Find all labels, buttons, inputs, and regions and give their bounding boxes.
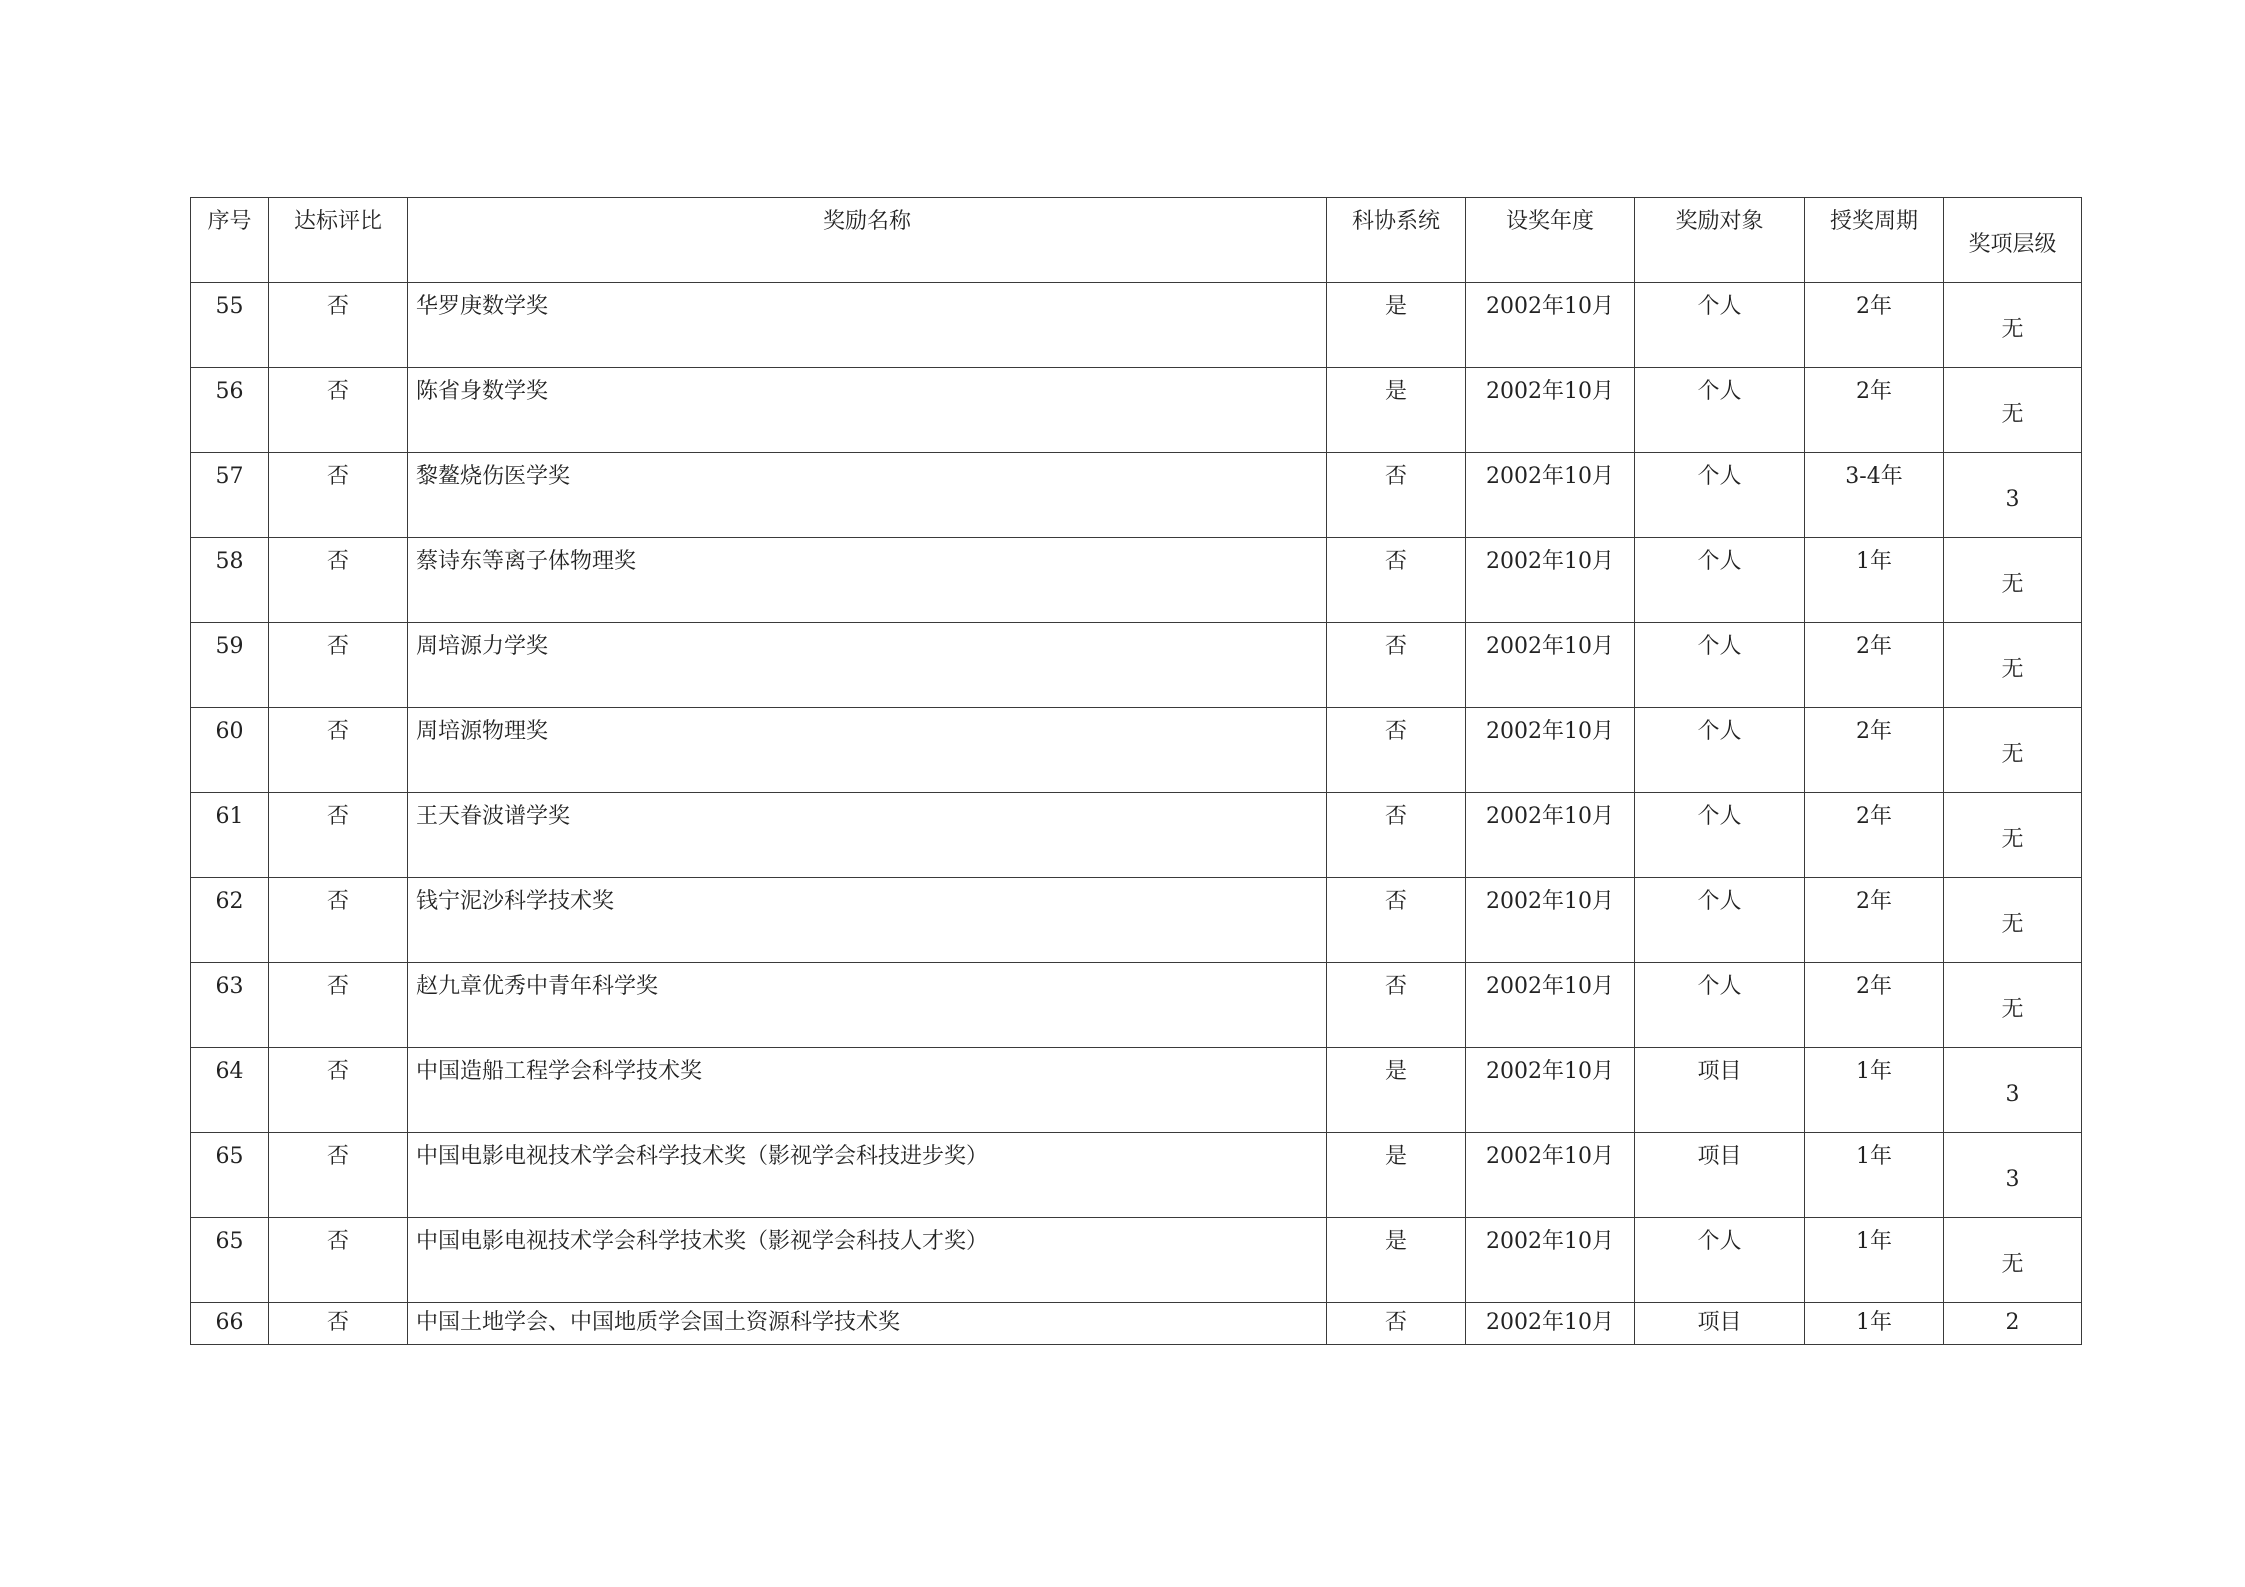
cell-year: 2002年10月 bbox=[1466, 1303, 1635, 1345]
cell-cycle: 2年 bbox=[1805, 708, 1944, 793]
cell-level: 无 bbox=[1944, 283, 2082, 368]
cell-name: 蔡诗东等离子体物理奖 bbox=[408, 538, 1327, 623]
cell-object: 个人 bbox=[1635, 623, 1805, 708]
cell-standard: 否 bbox=[269, 963, 408, 1048]
cell-kexie: 否 bbox=[1327, 793, 1466, 878]
cell-cycle: 2年 bbox=[1805, 963, 1944, 1048]
cell-year: 2002年10月 bbox=[1466, 1218, 1635, 1303]
cell-object: 项目 bbox=[1635, 1303, 1805, 1345]
cell-level: 3 bbox=[1944, 1133, 2082, 1218]
cell-kexie: 是 bbox=[1327, 368, 1466, 453]
cell-level: 2 bbox=[1944, 1303, 2082, 1345]
cell-kexie: 是 bbox=[1327, 1133, 1466, 1218]
cell-cycle: 2年 bbox=[1805, 793, 1944, 878]
cell-standard: 否 bbox=[269, 623, 408, 708]
table-row bbox=[191, 368, 2082, 453]
cell-cycle: 2年 bbox=[1805, 283, 1944, 368]
cell-year: 2002年10月 bbox=[1466, 963, 1635, 1048]
cell-year: 2002年10月 bbox=[1466, 878, 1635, 963]
header-seq: 序号 bbox=[191, 198, 269, 283]
cell-kexie: 否 bbox=[1327, 878, 1466, 963]
header-year: 设奖年度 bbox=[1466, 198, 1635, 283]
cell-name: 钱宁泥沙科学技术奖 bbox=[408, 878, 1327, 963]
cell-kexie: 是 bbox=[1327, 1048, 1466, 1133]
cell-level: 无 bbox=[1944, 708, 2082, 793]
cell-year: 2002年10月 bbox=[1466, 1048, 1635, 1133]
cell-seq: 60 bbox=[191, 708, 269, 793]
cell-object: 个人 bbox=[1635, 878, 1805, 963]
cell-cycle: 1年 bbox=[1805, 538, 1944, 623]
cell-name: 王天眷波谱学奖 bbox=[408, 793, 1327, 878]
cell-year: 2002年10月 bbox=[1466, 793, 1635, 878]
cell-kexie: 否 bbox=[1327, 623, 1466, 708]
cell-level: 3 bbox=[1944, 1048, 2082, 1133]
cell-standard: 否 bbox=[269, 368, 408, 453]
cell-seq: 66 bbox=[191, 1303, 269, 1345]
cell-seq: 57 bbox=[191, 453, 269, 538]
header-name: 奖励名称 bbox=[408, 198, 1327, 283]
cell-year: 2002年10月 bbox=[1466, 623, 1635, 708]
cell-object: 个人 bbox=[1635, 1218, 1805, 1303]
cell-standard: 否 bbox=[269, 283, 408, 368]
table-row bbox=[191, 1133, 2082, 1218]
cell-name: 中国造船工程学会科学技术奖 bbox=[408, 1048, 1327, 1133]
cell-object: 项目 bbox=[1635, 1133, 1805, 1218]
cell-seq: 65 bbox=[191, 1218, 269, 1303]
table-row bbox=[191, 1303, 2082, 1345]
cell-year: 2002年10月 bbox=[1466, 1133, 1635, 1218]
cell-object: 个人 bbox=[1635, 793, 1805, 878]
cell-level: 无 bbox=[1944, 878, 2082, 963]
cell-level: 无 bbox=[1944, 368, 2082, 453]
cell-level: 无 bbox=[1944, 793, 2082, 878]
header-level: 奖项层级 bbox=[1944, 198, 2082, 283]
header-cycle: 授奖周期 bbox=[1805, 198, 1944, 283]
header-standard: 达标评比 bbox=[269, 198, 408, 283]
cell-seq: 55 bbox=[191, 283, 269, 368]
cell-standard: 否 bbox=[269, 1303, 408, 1345]
cell-seq: 65 bbox=[191, 1133, 269, 1218]
cell-cycle: 2年 bbox=[1805, 368, 1944, 453]
cell-level: 无 bbox=[1944, 1218, 2082, 1303]
cell-seq: 56 bbox=[191, 368, 269, 453]
cell-year: 2002年10月 bbox=[1466, 708, 1635, 793]
cell-seq: 62 bbox=[191, 878, 269, 963]
cell-level: 无 bbox=[1944, 623, 2082, 708]
table-row bbox=[191, 878, 2082, 963]
cell-name: 赵九章优秀中青年科学奖 bbox=[408, 963, 1327, 1048]
cell-cycle: 1年 bbox=[1805, 1218, 1944, 1303]
header-object: 奖励对象 bbox=[1635, 198, 1805, 283]
cell-object: 个人 bbox=[1635, 963, 1805, 1048]
cell-name: 黎鳌烧伤医学奖 bbox=[408, 453, 1327, 538]
cell-standard: 否 bbox=[269, 1133, 408, 1218]
cell-kexie: 否 bbox=[1327, 708, 1466, 793]
cell-kexie: 否 bbox=[1327, 963, 1466, 1048]
cell-name: 陈省身数学奖 bbox=[408, 368, 1327, 453]
cell-name: 周培源力学奖 bbox=[408, 623, 1327, 708]
cell-seq: 59 bbox=[191, 623, 269, 708]
cell-year: 2002年10月 bbox=[1466, 368, 1635, 453]
cell-kexie: 否 bbox=[1327, 538, 1466, 623]
table-header-row bbox=[191, 198, 2082, 283]
table-row bbox=[191, 708, 2082, 793]
cell-object: 个人 bbox=[1635, 368, 1805, 453]
cell-kexie: 是 bbox=[1327, 1218, 1466, 1303]
header-kexie: 科协系统 bbox=[1327, 198, 1466, 283]
cell-kexie: 否 bbox=[1327, 1303, 1466, 1345]
cell-object: 个人 bbox=[1635, 708, 1805, 793]
cell-kexie: 否 bbox=[1327, 453, 1466, 538]
cell-cycle: 3-4年 bbox=[1805, 453, 1944, 538]
cell-standard: 否 bbox=[269, 878, 408, 963]
cell-name: 周培源物理奖 bbox=[408, 708, 1327, 793]
cell-seq: 64 bbox=[191, 1048, 269, 1133]
cell-standard: 否 bbox=[269, 793, 408, 878]
cell-cycle: 2年 bbox=[1805, 878, 1944, 963]
cell-level: 无 bbox=[1944, 538, 2082, 623]
table-row bbox=[191, 963, 2082, 1048]
table-row bbox=[191, 538, 2082, 623]
cell-object: 个人 bbox=[1635, 538, 1805, 623]
cell-standard: 否 bbox=[269, 708, 408, 793]
cell-standard: 否 bbox=[269, 1048, 408, 1133]
cell-object: 个人 bbox=[1635, 283, 1805, 368]
table-row bbox=[191, 1218, 2082, 1303]
cell-seq: 61 bbox=[191, 793, 269, 878]
table-row bbox=[191, 283, 2082, 368]
cell-cycle: 2年 bbox=[1805, 623, 1944, 708]
cell-year: 2002年10月 bbox=[1466, 283, 1635, 368]
cell-seq: 58 bbox=[191, 538, 269, 623]
cell-cycle: 1年 bbox=[1805, 1133, 1944, 1218]
cell-standard: 否 bbox=[269, 1218, 408, 1303]
table-row bbox=[191, 793, 2082, 878]
table-row bbox=[191, 453, 2082, 538]
cell-level: 无 bbox=[1944, 963, 2082, 1048]
table-row bbox=[191, 1048, 2082, 1133]
cell-year: 2002年10月 bbox=[1466, 453, 1635, 538]
cell-name: 中国电影电视技术学会科学技术奖（影视学会科技进步奖） bbox=[408, 1133, 1327, 1218]
cell-object: 项目 bbox=[1635, 1048, 1805, 1133]
awards-table bbox=[190, 197, 2082, 1345]
cell-name: 中国电影电视技术学会科学技术奖（影视学会科技人才奖） bbox=[408, 1218, 1327, 1303]
cell-name: 中国土地学会、中国地质学会国土资源科学技术奖 bbox=[408, 1303, 1327, 1345]
cell-name: 华罗庚数学奖 bbox=[408, 283, 1327, 368]
cell-object: 个人 bbox=[1635, 453, 1805, 538]
cell-seq: 63 bbox=[191, 963, 269, 1048]
cell-kexie: 是 bbox=[1327, 283, 1466, 368]
cell-level: 3 bbox=[1944, 453, 2082, 538]
cell-standard: 否 bbox=[269, 538, 408, 623]
cell-cycle: 1年 bbox=[1805, 1303, 1944, 1345]
table-row bbox=[191, 623, 2082, 708]
cell-cycle: 1年 bbox=[1805, 1048, 1944, 1133]
cell-year: 2002年10月 bbox=[1466, 538, 1635, 623]
cell-standard: 否 bbox=[269, 453, 408, 538]
